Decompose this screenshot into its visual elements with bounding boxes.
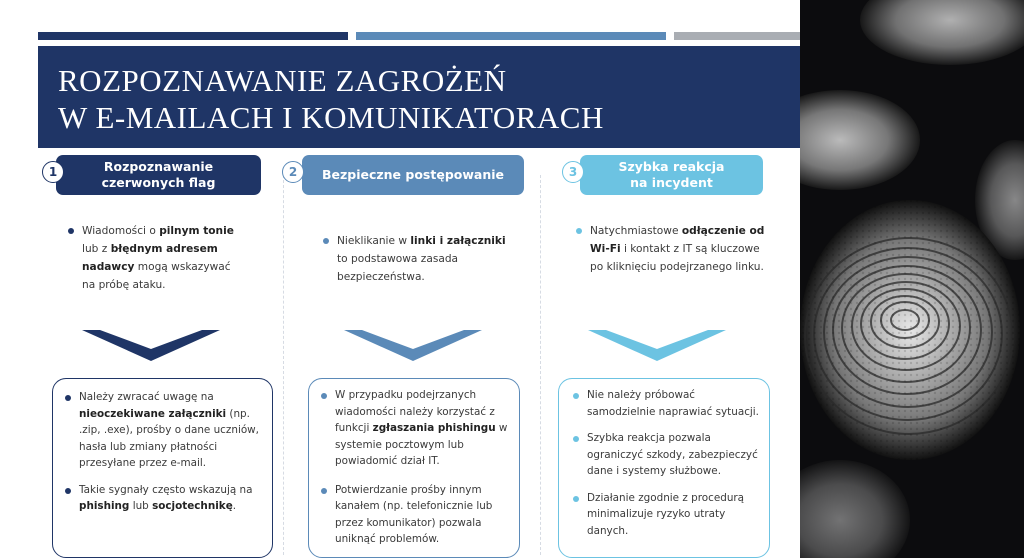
fingerprint-image xyxy=(800,0,1024,558)
column-1 xyxy=(38,150,273,558)
text-segment: Potwierdzanie prośby innym kanałem (np. telefonicznie lub przez komunikator) pozwala uniknąć problemów. xyxy=(335,483,493,545)
text-segment: i kontakt z IT są kluczowe po kliknięciu podejrzanego linku. xyxy=(590,243,764,273)
text-bold: socjotechnikę xyxy=(152,500,233,512)
chevron-down-icon xyxy=(344,325,482,365)
text-segment: mogą wskazywać na próbę ataku. xyxy=(82,261,231,291)
title-banner xyxy=(38,46,800,148)
text-segment: . xyxy=(232,500,237,512)
text-bold: pilnym tonie xyxy=(159,225,234,237)
info-box-2 xyxy=(308,378,520,558)
step-header-3: Szybka reakcja na incydent xyxy=(580,155,763,195)
chevron-down-icon xyxy=(588,325,726,365)
bullet-dot xyxy=(65,395,71,401)
column-divider xyxy=(540,175,541,555)
bullet-text-1 xyxy=(82,222,247,294)
bullet-dot xyxy=(68,228,74,234)
step-number-3: 3 xyxy=(562,161,584,183)
text-segment: lub z xyxy=(82,243,111,255)
text-bold: linki i załączniki xyxy=(410,235,506,247)
text-segment: W przypadku podejrzanych wiadomości należy korzystać z funkcji xyxy=(335,389,495,434)
bullet-dot xyxy=(323,238,329,244)
top-bar-blue xyxy=(356,32,666,40)
text-bold: odłączenie od Wi-Fi xyxy=(590,225,765,255)
top-bar-navy xyxy=(38,32,348,40)
bullet-dot xyxy=(573,496,579,502)
text-bold: zgłaszania phishingu xyxy=(372,422,496,434)
text-segment: Działanie zgodnie z procedurą minimalizuje ryzyko utraty danych. xyxy=(587,491,745,537)
step-header-2: Bezpieczne postępowanie xyxy=(302,155,524,195)
bullet-dot xyxy=(65,488,71,494)
info-box-1 xyxy=(52,378,273,558)
text-segment: lub xyxy=(129,500,153,512)
text-bold: nieoczekiwane załączniki xyxy=(79,407,227,420)
text-segment: Nieklikanie w xyxy=(337,235,411,247)
text-segment: Wiadomości o xyxy=(82,225,160,237)
chevron-down-icon xyxy=(82,325,220,365)
column-divider xyxy=(283,175,284,555)
column-2 xyxy=(290,150,525,558)
bullet-dot xyxy=(321,488,327,494)
box-bullet xyxy=(321,482,509,548)
text-segment: (np. .zip, .exe), prośby o dane uczniów, hasła lub zmiany płatności przesyłane przez e-mail. xyxy=(79,407,259,469)
step-number-1: 1 xyxy=(42,161,64,183)
fingerprint-icon xyxy=(800,0,1024,558)
box-bullet xyxy=(321,387,509,470)
box-bullet xyxy=(65,482,262,515)
top-bar-gray xyxy=(674,32,800,40)
title-line-2: W E-MAILACH I KOMUNIKATORACH xyxy=(58,100,604,135)
bullet-text-3 xyxy=(590,222,765,276)
text-segment: w systemie pocztowym lub powiadomić dział IT. xyxy=(335,422,508,467)
text-segment: Natychmiastowe xyxy=(590,225,682,237)
info-box-3 xyxy=(558,378,770,558)
text-bold: błędnym adresem nadawcy xyxy=(82,243,218,273)
text-segment: Szybka reakcja pozwala ograniczyć szkody, zabezpieczyć dane i systemy służbowe. xyxy=(587,432,758,477)
page-title xyxy=(58,62,604,136)
text-segment: Takie sygnały często wskazują na xyxy=(79,483,253,496)
box-bullet xyxy=(573,387,759,420)
text-segment: to podstawowa zasada bezpieczeństwa. xyxy=(337,253,459,283)
box-bullet xyxy=(573,430,759,480)
text-segment: Należy zwracać uwagę na xyxy=(79,391,214,403)
text-segment: Nie należy próbować samodzielnie naprawiać sytuacji. xyxy=(587,389,759,418)
bullet-dot xyxy=(573,393,579,399)
bullet-dot xyxy=(573,436,579,442)
title-line-1: ROZPOZNAWANIE ZAGROŻEŃ xyxy=(58,63,507,98)
box-bullet xyxy=(573,490,759,540)
bullet-text-2 xyxy=(337,232,517,286)
step-number-2: 2 xyxy=(282,161,304,183)
column-3 xyxy=(548,150,783,558)
bullet-dot xyxy=(321,393,327,399)
bullet-dot xyxy=(576,228,582,234)
box-bullet xyxy=(65,389,262,472)
step-header-1: Rozpoznawanie czerwonych flag xyxy=(56,155,261,195)
text-bold: phishing xyxy=(79,500,130,512)
